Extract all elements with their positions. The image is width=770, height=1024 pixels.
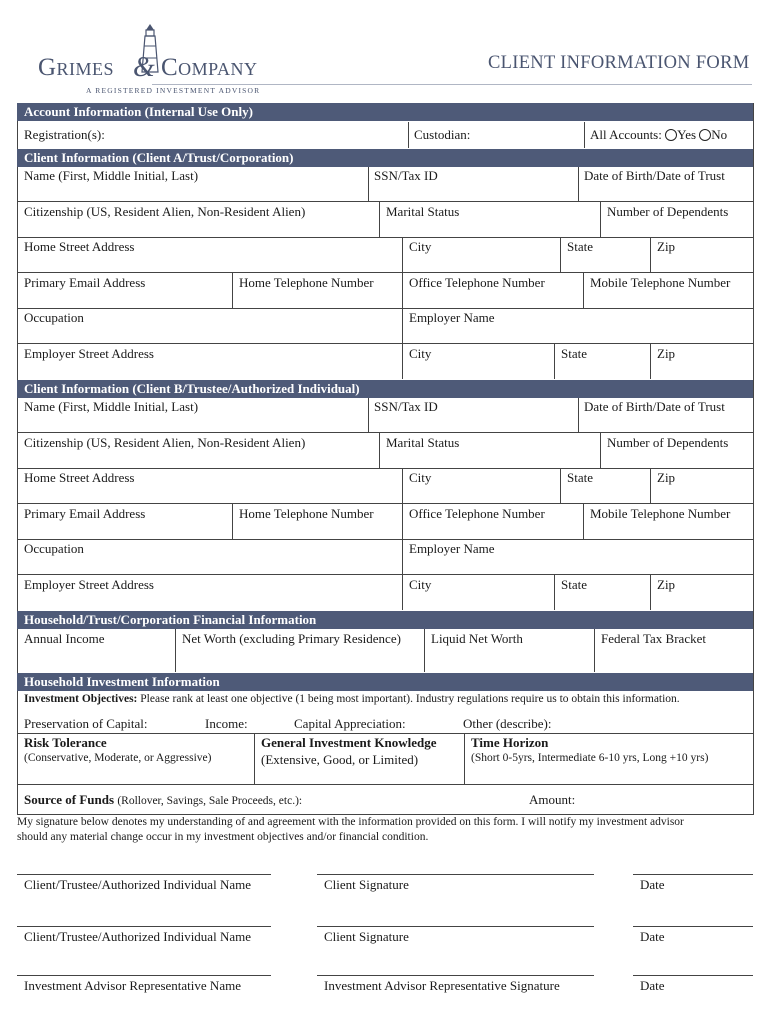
client-b-home-phone-field[interactable]: Home Telephone Number <box>239 506 374 521</box>
no-label: No <box>711 127 728 142</box>
all-accounts-text: All Accounts: <box>590 127 662 142</box>
company-logo <box>38 22 283 100</box>
signature-3-date[interactable]: Date <box>640 978 665 993</box>
client-a-home-address-field[interactable]: Home Street Address <box>24 239 135 254</box>
section-header-client-a: Client Information (Client A/Trust/Corporation) <box>17 149 753 167</box>
form-left-border <box>17 103 18 815</box>
client-b-employer-zip-field[interactable]: Zip <box>657 577 676 592</box>
annual-income-field[interactable]: Annual Income <box>24 631 105 646</box>
risk-tolerance-title: Risk Tolerance <box>24 735 107 750</box>
client-b-dependents-field[interactable]: Number of Dependents <box>607 435 729 450</box>
yes-label: Yes <box>677 127 697 142</box>
client-a-home-phone-field[interactable]: Home Telephone Number <box>239 275 374 290</box>
logo-subtitle: A REGISTERED INVESTMENT ADVISOR <box>86 86 261 95</box>
client-b-employer-field[interactable]: Employer Name <box>409 541 495 556</box>
client-a-employer-field[interactable]: Employer Name <box>409 310 495 325</box>
client-b-employer-city-field[interactable]: City <box>409 577 432 592</box>
client-b-email-field[interactable]: Primary Email Address <box>24 506 146 521</box>
client-b-state-field[interactable]: State <box>567 470 593 485</box>
client-a-ssn-field[interactable]: SSN/Tax ID <box>374 168 438 183</box>
client-a-marital-field[interactable]: Marital Status <box>386 204 460 219</box>
client-a-citizenship-field[interactable]: Citizenship (US, Resident Alien, Non-Resident Alien) <box>24 204 306 219</box>
client-b-citizenship-field[interactable]: Citizenship (US, Resident Alien, Non-Resident Alien) <box>24 435 306 450</box>
client-b-office-phone-field[interactable]: Office Telephone Number <box>409 506 545 521</box>
logo-name-right: Company <box>161 54 258 81</box>
all-accounts-label <box>590 127 727 143</box>
signature-2-date[interactable]: Date <box>640 929 665 944</box>
client-b-home-address-field[interactable]: Home Street Address <box>24 470 135 485</box>
tax-bracket-field[interactable]: Federal Tax Bracket <box>601 631 706 646</box>
signature-1-name[interactable]: Client/Trustee/Authorized Individual Name <box>24 877 251 892</box>
client-a-employer-address-field[interactable]: Employer Street Address <box>24 346 154 361</box>
source-of-funds-field[interactable] <box>24 792 302 808</box>
client-a-city-field[interactable]: City <box>409 239 432 254</box>
signature-2-signature[interactable]: Client Signature <box>324 929 409 944</box>
logo-rule <box>152 84 752 85</box>
income-field[interactable]: Income: <box>205 716 248 731</box>
knowledge-desc[interactable]: (Extensive, Good, or Limited) <box>261 752 419 767</box>
section-header-account: Account Information (Internal Use Only) <box>17 103 753 121</box>
signature-3-signature[interactable]: Investment Advisor Representative Signature <box>324 978 560 993</box>
other-field[interactable]: Other (describe): <box>463 716 552 731</box>
client-a-employer-state-field[interactable]: State <box>561 346 587 361</box>
client-b-zip-field[interactable]: Zip <box>657 470 676 485</box>
objectives-text: Please rank at least one objective (1 being most important). Industry regulations require us to obtain this information. <box>140 693 680 705</box>
net-worth-field[interactable]: Net Worth (excluding Primary Residence) <box>182 631 401 646</box>
time-horizon-desc[interactable]: (Short 0-5yrs, Intermediate 6-10 yrs, Long +10 yrs) <box>471 752 709 764</box>
agreement-line-2: should any material change occur in my investment objectives and/or financial condition. <box>17 831 429 843</box>
logo-ampersand: & <box>133 52 155 83</box>
client-b-dob-field[interactable]: Date of Birth/Date of Trust <box>584 399 725 414</box>
client-b-occupation-field[interactable]: Occupation <box>24 541 84 556</box>
signature-1-signature[interactable]: Client Signature <box>324 877 409 892</box>
client-b-name-field[interactable]: Name (First, Middle Initial, Last) <box>24 399 199 414</box>
source-of-funds-desc: (Rollover, Savings, Sale Proceeds, etc.): <box>117 795 303 807</box>
client-a-dependents-field[interactable]: Number of Dependents <box>607 204 729 219</box>
preservation-field[interactable]: Preservation of Capital: <box>24 716 148 731</box>
client-b-ssn-field[interactable]: SSN/Tax ID <box>374 399 438 414</box>
client-a-employer-zip-field[interactable]: Zip <box>657 346 676 361</box>
signature-2-name[interactable]: Client/Trustee/Authorized Individual Name <box>24 929 251 944</box>
client-a-occupation-field[interactable]: Occupation <box>24 310 84 325</box>
form-title: CLIENT INFORMATION FORM <box>488 53 750 73</box>
amount-field[interactable]: Amount: <box>529 792 576 807</box>
client-a-zip-field[interactable]: Zip <box>657 239 676 254</box>
client-b-city-field[interactable]: City <box>409 470 432 485</box>
client-a-office-phone-field[interactable]: Office Telephone Number <box>409 275 545 290</box>
knowledge-title: General Investment Knowledge <box>261 735 437 750</box>
registrations-label: Registration(s): <box>24 127 105 142</box>
no-radio[interactable] <box>699 129 711 141</box>
risk-tolerance-desc[interactable]: (Conservative, Moderate, or Aggressive) <box>24 752 212 764</box>
client-a-employer-city-field[interactable]: City <box>409 346 432 361</box>
client-a-dob-field[interactable]: Date of Birth/Date of Trust <box>584 168 725 183</box>
section-header-client-b: Client Information (Client B/Trustee/Authorized Individual) <box>17 380 753 398</box>
client-a-state-field[interactable]: State <box>567 239 593 254</box>
signature-1-date[interactable]: Date <box>640 877 665 892</box>
logo-name-left: Grimes <box>38 54 115 81</box>
yes-radio[interactable] <box>665 129 677 141</box>
objectives-instructions <box>24 693 680 705</box>
client-a-mobile-phone-field[interactable]: Mobile Telephone Number <box>590 275 731 290</box>
client-a-name-field[interactable]: Name (First, Middle Initial, Last) <box>24 168 199 183</box>
section-header-financial: Household/Trust/Corporation Financial Information <box>17 611 753 629</box>
section-header-investment: Household Investment Information <box>17 673 753 691</box>
objectives-label: Investment Objectives: <box>24 693 138 705</box>
client-b-employer-address-field[interactable]: Employer Street Address <box>24 577 154 592</box>
liquid-net-worth-field[interactable]: Liquid Net Worth <box>431 631 523 646</box>
custodian-label: Custodian: <box>414 127 471 142</box>
source-of-funds-label: Source of Funds <box>24 792 115 807</box>
client-b-mobile-phone-field[interactable]: Mobile Telephone Number <box>590 506 731 521</box>
client-b-marital-field[interactable]: Marital Status <box>386 435 460 450</box>
appreciation-field[interactable]: Capital Appreciation: <box>294 716 406 731</box>
form-right-border <box>753 103 754 815</box>
signature-3-name[interactable]: Investment Advisor Representative Name <box>24 978 241 993</box>
agreement-line-1: My signature below denotes my understanding of and agreement with the information provided on this form. I will notify my investment advisor <box>17 816 684 828</box>
time-horizon-title: Time Horizon <box>471 735 549 750</box>
client-a-email-field[interactable]: Primary Email Address <box>24 275 146 290</box>
client-b-employer-state-field[interactable]: State <box>561 577 587 592</box>
